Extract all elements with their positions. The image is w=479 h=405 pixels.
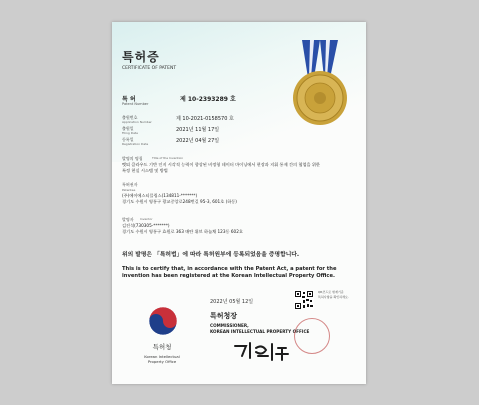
invention-title-label: 발명의 명칭 (122, 156, 143, 161)
patentee-name: (주)에이에스티플링스(134811-*******) (122, 193, 198, 198)
inventor-sub: Inventor (140, 217, 153, 221)
office-name-ko: 특허청 (152, 343, 172, 351)
qr-note-line-1: QR코드로 현재기준 (318, 290, 344, 294)
registration-date-label: 등록일 (122, 137, 134, 142)
inventor-label: 발명자 (122, 217, 134, 222)
commissioner-title-en-1: COMMISSIONER, (210, 323, 249, 328)
invention-title-sub: Title of the Invention (152, 156, 184, 160)
filing-date-value: 2021년 11월 17일 (176, 127, 220, 133)
patent-number-label: 특 허 (122, 96, 136, 103)
invention-title-value: 멧퇴 클라우드 기반 인지 시각적 능력이 향상된 비정형 데이터 마이닝에서 현장과 지휘 통제 간의 협업을 위한 특정 현실 시스템 및 방법 (122, 162, 320, 173)
office-name-en-line-1: Korean Intellectual (144, 354, 180, 359)
kipo-logo-icon (148, 306, 178, 336)
gold-seal-icon (280, 40, 356, 130)
patent-number-value: 제 10-2393289 호 (180, 96, 236, 103)
registration-date-sub: Registration Date (122, 142, 149, 146)
certification-statement-en-1: This is to certify that, in accordance with the Patent Act, a patent for the (122, 266, 337, 272)
application-number-sub: Application Number (122, 120, 152, 124)
certification-statement-en-2: invention has been registered at the Korean Intellectual Property Office. (122, 273, 335, 279)
application-number-value: 제 10-2021-0158570 호 (176, 116, 234, 122)
commissioner-signature (232, 340, 292, 364)
patent-certificate (112, 22, 366, 384)
inventor-address: 경기도 수원시 영통구 효원로 363 매탄 위브 하늘채 123동 602호 (122, 229, 243, 234)
filing-date-sub: Filing Date (122, 131, 138, 135)
filing-date-label: 출원일 (122, 126, 134, 131)
application-number-label: 출원번호 (122, 115, 138, 120)
certificate-title: 특허증 (122, 50, 160, 64)
patentee-label: 특허권자 (122, 182, 138, 187)
registration-date-value: 2022년 04월 27일 (176, 138, 220, 144)
inventor-name: 김진석(730305-*******) (122, 223, 170, 228)
certification-statement-ko: 위의 발명은 「특허법」에 따라 특허원부에 등록되었음을 증명합니다. (122, 252, 300, 258)
office-name-en-line-2: Property Office (147, 359, 177, 364)
qr-code (294, 290, 314, 310)
patentee-address: 경기도 수원시 영통구 광교중앙로248번길 95-3, 601호 (하동) (122, 199, 237, 204)
commissioner-title-en-2: KOREAN INTELLECTUAL PROPERTY OFFICE (210, 329, 310, 334)
certificate-subtitle: CERTIFICATE OF PATENT (122, 66, 177, 71)
issue-date: 2022년 05월 12일 (210, 299, 254, 305)
commissioner-title-ko: 특허청장 (210, 312, 238, 320)
official-red-seal (294, 318, 330, 354)
qr-note-line-2: 특허사항을 확인하세요. (318, 295, 349, 299)
patentee-sub: Patentee (122, 188, 136, 192)
patent-number-sub: Patent Number (122, 102, 149, 106)
